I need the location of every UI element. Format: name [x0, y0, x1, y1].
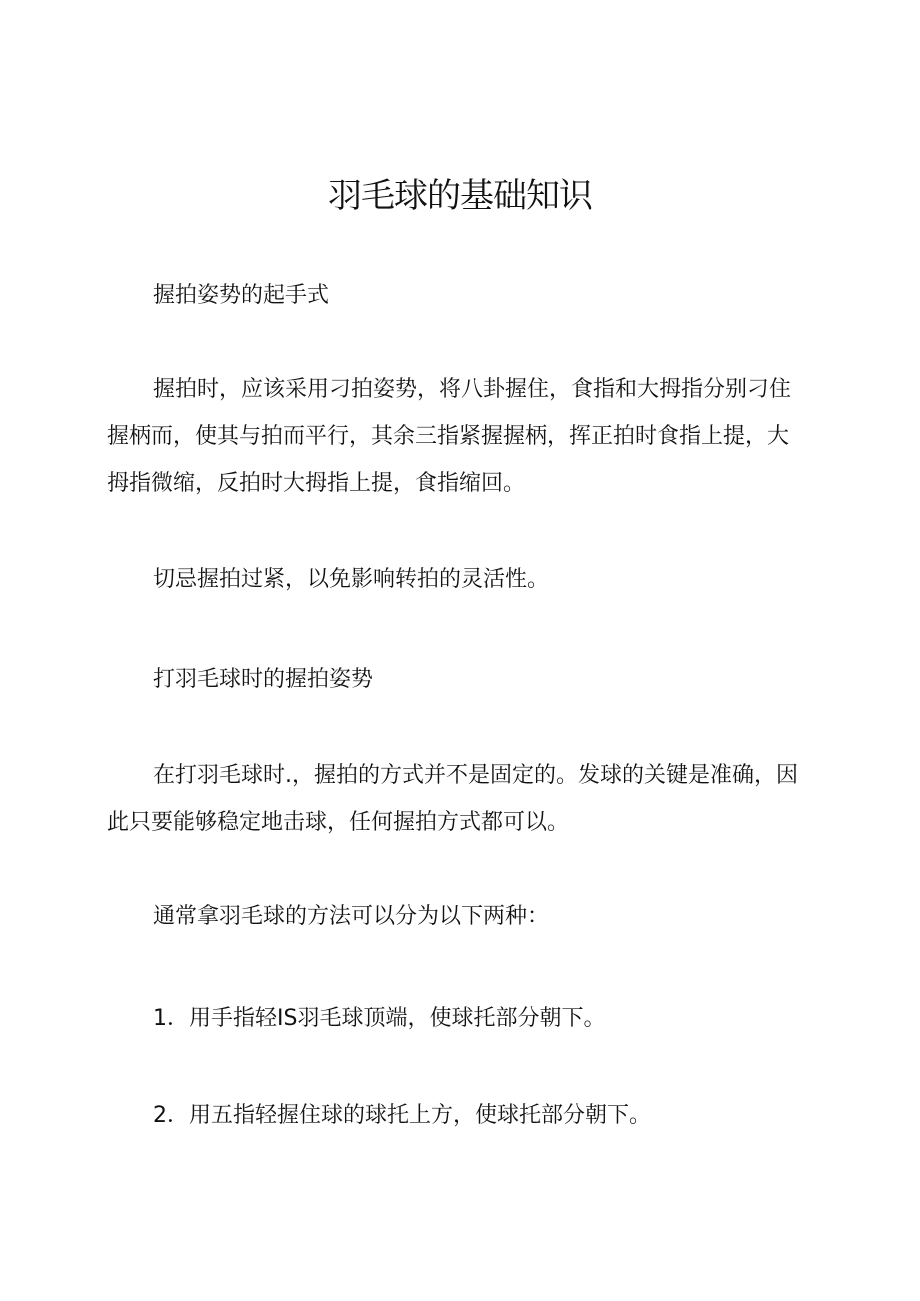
section-heading-grip-start: 握拍姿势的起手式: [153, 283, 330, 308]
paragraph-holding-methods-intro: 通常拿羽毛球的方法可以分为以下两种：: [153, 904, 550, 929]
list-item-method-1: 1．用手指轻IS羽毛球顶端，使球托部分朝下。: [153, 1006, 606, 1031]
page-title: 羽毛球的基础知识: [328, 176, 592, 216]
paragraph-grip-flexibility: 在打羽毛球时.，握拍的方式并不是固定的。发球的关键是准确，因此只要能够稳定地击球，任何握拍方式都可以。: [107, 763, 798, 835]
paragraph-grip-warning: 切忌握拍过紧，以免影响转拍的灵活性。: [153, 567, 550, 592]
section-heading-playing-grip: 打羽毛球时的握拍姿势: [153, 667, 374, 692]
list-item-method-2: 2．用五指轻握住球的球托上方，使球托部分朝下。: [153, 1103, 651, 1128]
paragraph-grip-method: 握拍时，应该采用刁拍姿势，将八卦握住，食指和大拇指分别刁住握柄而，使其与拍而平行，其余三指紧握握柄，挥正拍时食指上提，大拇指微缩，反拍时大拇指上提，食指缩回。: [107, 377, 792, 496]
